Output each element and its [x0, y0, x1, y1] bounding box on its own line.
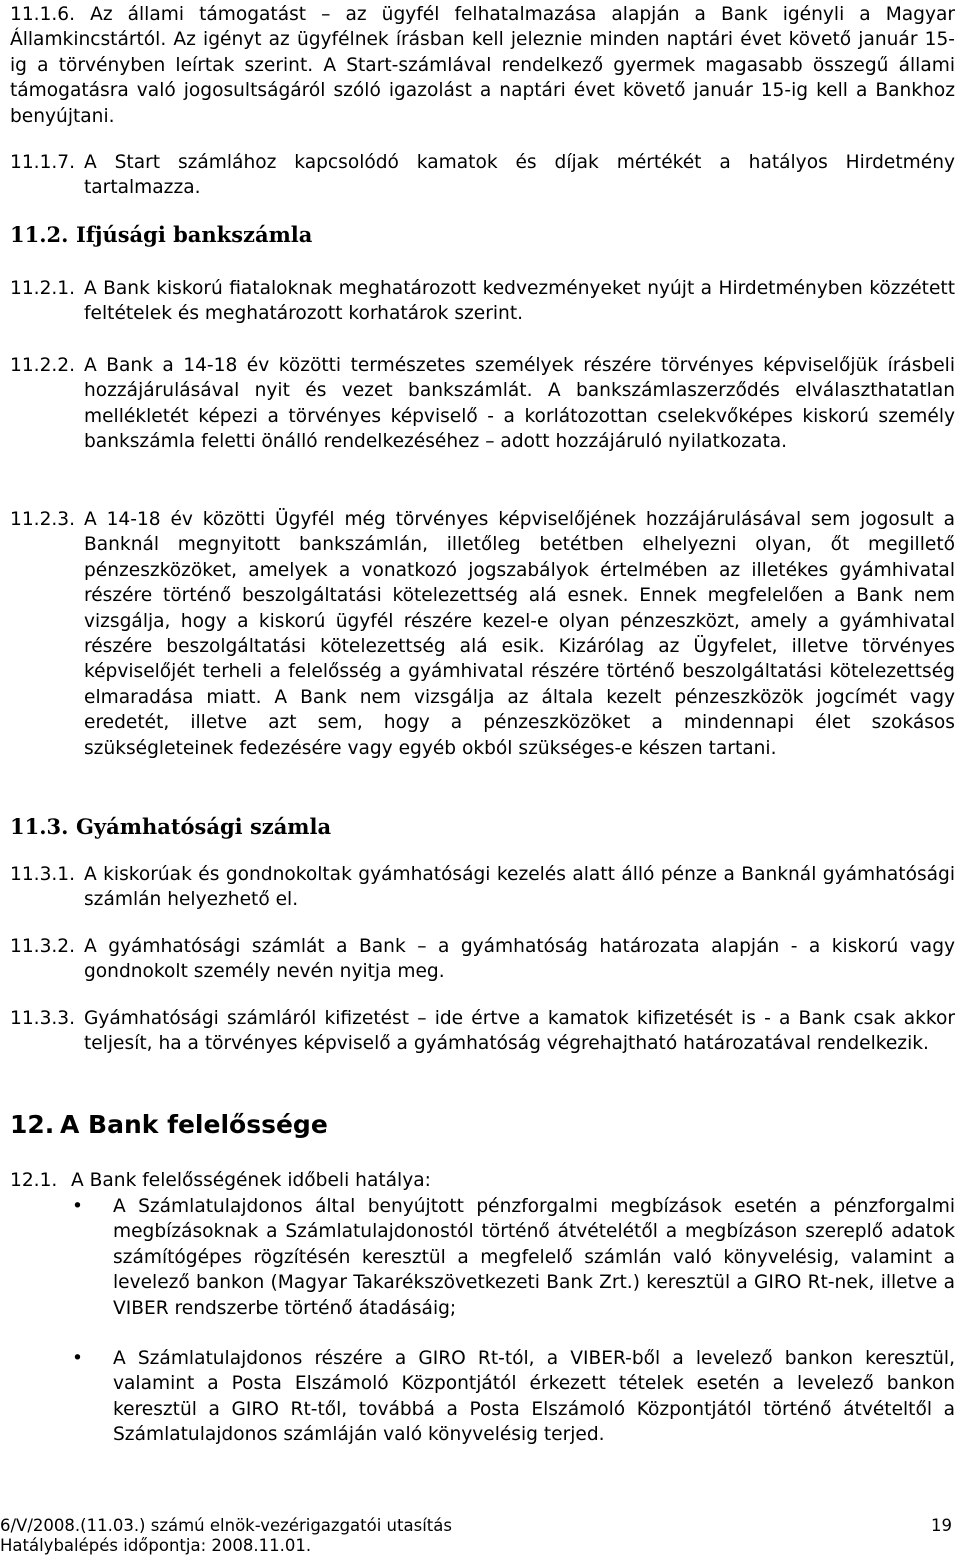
heading-title: A Bank felelőssége [60, 1110, 328, 1139]
section-heading-11-2 [10, 222, 312, 247]
paragraph-11-3-3 [10, 1006, 955, 1057]
paragraph-number: 11.2.2. [10, 355, 76, 376]
paragraph-text: A Bank a 14-18 év közötti természetes személyek részére törvényes képviselőjük írásbeli hozzájárulásával nyit és vezet bankszámlát. A bankszámlaszerződés elválaszthatatlan mellékletét képezi a törvényes képviselő - a korlátozottan cselekvőképes kiskorú személy bankszámla feletti önálló rendelkezéséhez – adott hozzájáruló nyilatkozata. [84, 355, 955, 453]
paragraph-text: A 14-18 év közötti Ügyfél még törvényes képviselőjének hozzájárulásával sem jogosult a Banknál megnyitott bankszámlán, illetőleg betétben elhelyezni olyan, őt megillető pénzeszközöket, amelyek a vonatkozó jogszabályok értelmében az illetékes gyámhivatal részére történő beszolgáltatási kötelezettség alá esnek. Ennek megfelelően a Bank nem vizsgálja, hogy a kiskorú ügyfél részére kezel-e olyan pénzeszközt, amely a gyámhivatal részére beszolgáltatási kötelezettség alá esik. Kizárólag az Ügyfelet, illetve törvényes képviselőjét terheli a felelősség a gyámhivatal részére történő beszolgáltatási kötelezettség elmaradása miatt. A Bank nem vizsgálja az általa kezelt pénzeszközök jogcímét vagy eredetét, illetve azt sem, hogy a pénzeszközöket a mindennapi élet szokásos szükségleteinek fedezésére vagy egyéb okból szükséges-e készen tartani. [84, 509, 955, 759]
footer-effective-date: Hatálybalépés időpontja: 2008.11.01. [0, 1536, 312, 1555]
paragraph-number: 11.3.1. [10, 864, 76, 885]
chapter-heading-12 [10, 1110, 328, 1139]
paragraph-11-2-1 [10, 276, 955, 327]
paragraph-number: 11.3.3. [10, 1008, 76, 1029]
list-item-text: A Számlatulajdonos részére a GIRO Rt-tól, a VIBER-ből a levelező bankon keresztül, valamint a Posta Elszámoló Központjától érkezett tételek esetén a levelező bankon keresztül a GIRO Rt-től, továbbá a Posta Elszámoló Központjától történő átvételtől a Számlatulajdonos számláján való könyvelésig terjed. [113, 1348, 955, 1446]
paragraph-text: A gyámhatósági számlát a Bank – a gyámhatóság határozata alapján - a kiskorú vagy gondnokolt személy nevén nyitja meg. [84, 936, 955, 983]
heading-title: Ifjúsági bankszámla [76, 222, 313, 247]
paragraph-11-2-3 [10, 507, 955, 761]
bullet-icon: • [72, 1348, 83, 1369]
footer-regulation-number: 6/V/2008.(11.03.) számú elnök-vezérigazgatói utasítás [0, 1516, 452, 1535]
paragraph-number: 12.1. [10, 1170, 58, 1191]
paragraph-text: Gyámhatósági számláról kifizetést – ide értve a kamatok kifizetését is - a Bank csak akkor teljesít, ha a törvényes képviselő a gyámhatóság végrehajtható határozatával rendelkezik. [84, 1008, 955, 1055]
page-footer [0, 1516, 952, 1556]
paragraph-text: Az állami támogatást – az ügyfél felhatalmazása alapján a Bank igényli a Magyar Államkincstártól. Az igényt az ügyfélnek írásban kell jeleznie minden naptári évet követő január 15-ig a törvényben leírtak szerint. A Start-számlával rendelkező gyermek magasabb összegű állami támogatásra való jogosultságáról szóló igazolást a naptári évet követő január 15-ig kell a Bankhoz benyújtani. [10, 4, 955, 127]
paragraph-11-3-2 [10, 934, 955, 985]
paragraph-text: A Bank felelősségének időbeli hatálya: [71, 1170, 431, 1191]
paragraph-11-2-2 [10, 353, 955, 455]
heading-number: 11.2. [10, 222, 69, 247]
paragraph-11-1-6 [10, 2, 955, 129]
paragraph-11-3-1 [10, 862, 955, 913]
heading-number: 12. [10, 1110, 55, 1139]
paragraph-text: A Start számlához kapcsolódó kamatok és díjak mértékét a hatályos Hirdetmény tartalmazza. [84, 152, 955, 199]
paragraph-number: 11.1.7. [10, 152, 76, 173]
list-item [10, 1194, 955, 1321]
paragraph-number: 11.2.1. [10, 278, 76, 299]
list-item-text: A Számlatulajdonos által benyújtott pénzforgalmi megbízások esetén a pénzforgalmi megbízásoknak a Számlatulajdonostól történő átvételétől a megbízáson szereplő adatok számítógépes rögzítésén keresztül a megfelelő számlán való könyvelésig, valamint a levelező bankon (Magyar Takarékszövetkezeti Bank Zrt.) keresztül a GIRO Rt-nek, illetve a VIBER rendszerbe történő átadásáig; [113, 1196, 955, 1319]
paragraph-11-1-7 [10, 150, 955, 201]
bullet-icon: • [72, 1196, 83, 1217]
heading-number: 11.3. [10, 814, 69, 839]
paragraph-text: A Bank kiskorú fiataloknak meghatározott kedvezményeket nyújt a Hirdetményben közzétett feltételek és meghatározott korhatárok szerint. [84, 278, 955, 325]
page-number: 19 [931, 1516, 952, 1535]
heading-title: Gyámhatósági számla [76, 814, 332, 839]
paragraph-number: 11.1.6. [10, 4, 76, 25]
paragraph-text: A kiskorúak és gondnokoltak gyámhatósági kezelés alatt álló pénze a Banknál gyámhatósági számlán helyezhető el. [84, 864, 955, 911]
paragraph-number: 11.2.3. [10, 509, 76, 530]
section-heading-11-3 [10, 814, 331, 839]
list-item [10, 1346, 955, 1448]
paragraph-12-1 [10, 1168, 955, 1193]
paragraph-number: 11.3.2. [10, 936, 76, 957]
